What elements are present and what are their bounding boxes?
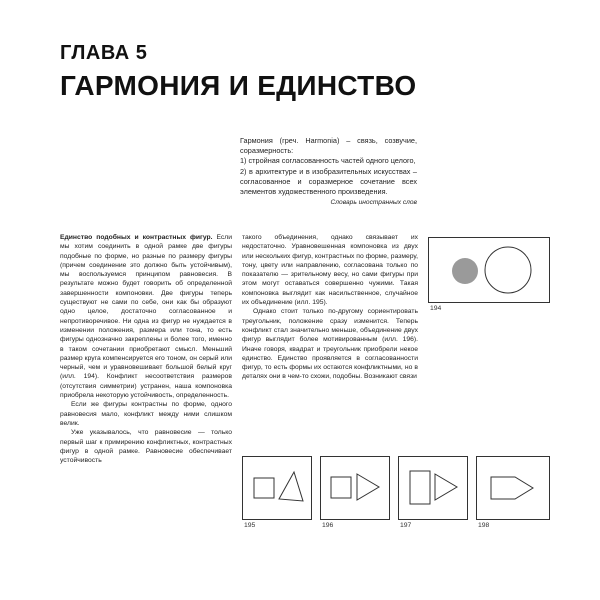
small-gray-circle	[452, 258, 478, 284]
triangle	[279, 472, 303, 501]
figure-197	[398, 456, 468, 520]
figure-198	[476, 456, 550, 520]
figure-195	[242, 456, 312, 520]
figure-196-number: 196	[322, 522, 334, 529]
chapter-label: ГЛАВА 5	[60, 42, 148, 64]
epigraph-source: Словарь иностранных слов	[330, 199, 417, 207]
figure-195-number: 195	[244, 522, 256, 529]
text-column-right	[242, 233, 418, 382]
paragraph: такого объединения, однако связывает их недостаточно. Уравновешенная компоновка из двух или нескольких фигур, контрастных по форме, размеру, тону, цвету или направлению, согласована только по показателю — зрительному весу, но сами фигуры при этом могут оставаться совершенно чужими. Такая компоновка выглядит как насильственное, случайное их объединение (илл. 195).	[242, 234, 418, 307]
epigraph-definition: Гармония (греч. Harmonia) – связь, созвучие, соразмерность:	[240, 136, 417, 156]
paragraph: Уже указывалось, что равновесие — только первый шаг к примирению конфликтных, контрастных фигур в одной рамке. Равновесие обеспечивает устойчивость	[60, 429, 232, 465]
section-lead: Единство подобных и контрастных фигур.	[60, 234, 213, 241]
paragraph-text: Если мы хотим соединить в одной рамке две фигуры подобные по форме, но разные по размеру фигуры (причем соединение это должно быть устойчивым), мы воспользуемся принципом равновесия. В результате можно будет говорить об определенной завершенности компоновки. Две фигуры теперь существуют не сами по себе, они как бы образуют одно целое, достаточно согласованное и непротиворечивое. Ни одна из фигур не нуждается в изменении положения, размера или тона, то есть фигуры однозначно закреплены и более того, именно в таком сочетании приобретают смысл. Меньший размер круга компенсируется его тоном, он серый или черный, чем и уравновешивает большой белый круг (илл. 194). Конфликт несоответствия размеров (отсутствия симметрии) устранен, наша компоновка приобрела некоторую устойчивость, определенность.	[60, 234, 232, 400]
large-white-circle	[485, 247, 531, 293]
figure-195-drawing	[243, 457, 311, 519]
epigraph	[240, 136, 417, 208]
figure-194-drawing	[429, 238, 549, 302]
square	[410, 471, 430, 504]
figure-194-number: 194	[430, 305, 442, 312]
figure-198-drawing	[477, 457, 549, 519]
chapter-title: ГАРМОНИЯ И ЕДИНСТВО	[60, 70, 417, 101]
triangle	[357, 474, 379, 500]
figure-198-number: 198	[478, 522, 490, 529]
figure-196-drawing	[321, 457, 389, 519]
arrow-shape	[491, 477, 533, 499]
epigraph-meaning-2: 2) в архитектуре и в изобразительных искусствах – согласованное и соразмерное сочетание всех элементов художественного произведения.	[240, 166, 417, 197]
square	[254, 478, 274, 498]
triangle	[435, 474, 457, 500]
text-column-left	[60, 233, 232, 465]
square	[331, 477, 351, 498]
figure-197-number: 197	[400, 522, 412, 529]
figure-196	[320, 456, 390, 520]
epigraph-meaning-1: 1) стройная согласованность частей одного целого,	[240, 156, 416, 166]
figure-197-drawing	[399, 457, 467, 519]
paragraph: Если же фигуры контрастны по форме, одного равновесия мало, конфликт между ними слишком велик.	[60, 401, 232, 427]
figure-194	[428, 237, 550, 303]
paragraph: Однако стоит только по-другому сориентировать треугольник, положение сразу изменится. Теперь конфликт стал значительно меньше, объединение двух фигур выглядит более мотивированным (илл. 196). Иначе говоря, квадрат и треугольник приобрели некое единство. Единство проявляется в согласованности фигур, то есть формы их остаются конфликтными, но в деталях они в чем-то схожи, подобны. Возникают связи	[242, 308, 418, 381]
paragraph	[60, 233, 232, 400]
